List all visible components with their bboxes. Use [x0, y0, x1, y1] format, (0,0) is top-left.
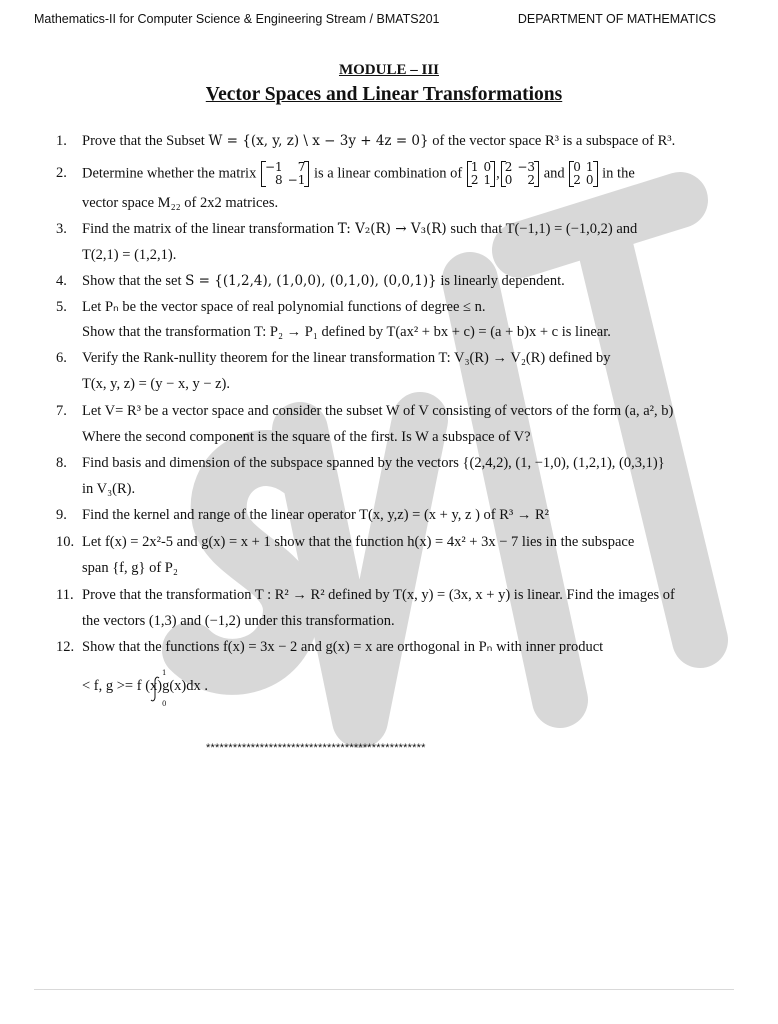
- watermark-letter-s: [190, 458, 300, 667]
- question-6-continued: T(x, y, z) = (y − x, y − z).: [82, 376, 231, 392]
- question-10-continued: span {f, g} of P₂: [82, 560, 178, 576]
- header-department: DEPARTMENT OF MATHEMATICS: [517, 12, 716, 26]
- integral-sign-icon: [146, 668, 166, 708]
- matrix-d: 0 1 2 0: [569, 161, 597, 187]
- question-3: 3. Find the matrix of the linear transformation T: V₂(R) → V₃(R) such that T(−1,1) = (−1,0,2) and: [56, 221, 638, 237]
- integral-lower-limit: 0: [162, 700, 167, 708]
- question-number: 1.: [56, 133, 67, 149]
- end-separator: *************************************************: [206, 742, 426, 754]
- watermark-letter-i: [470, 280, 560, 700]
- question-number: 2.: [56, 165, 67, 182]
- question-1: 1. Prove that the Subset W = {(x, y, z) \ x − 3y + 4z = 0} of the vector space R³ is a subspace of R³.: [56, 133, 676, 149]
- question-8: 8. Find basis and dimension of the subspace spanned by the vectors {(2,4,2), (1, −1,0), (1,2,1), (0,3,1)}: [56, 455, 665, 471]
- question-11-continued: the vectors (1,3) and (−1,2) under this transformation.: [82, 613, 395, 629]
- question-2-continued: vector space M₂₂ of 2x2 matrices.: [82, 195, 279, 211]
- inner-product-formula: < f, g >= f (x)g(x)dx .: [82, 678, 209, 694]
- question-number: 12.: [56, 639, 75, 655]
- question-9: 9. Find the kernel and range of the linear operator T(x, y,z) = (x + y, z ) of R³ → R²: [56, 507, 550, 523]
- question-number: 8.: [56, 455, 67, 471]
- question-number: 3.: [56, 221, 67, 237]
- integral-upper-limit: 1: [162, 669, 167, 677]
- module-heading: MODULE – III: [338, 62, 439, 78]
- question-number: 9.: [56, 507, 67, 523]
- question-number: 4.: [56, 273, 67, 289]
- question-3-continued: T(2,1) = (1,2,1).: [82, 247, 177, 263]
- watermark-letter-t: [520, 200, 700, 640]
- question-7: 7. Let V= R³ be a vector space and consider the subset W of V consisting of vectors of the form (a, a², b): [56, 403, 674, 419]
- question-number: 11.: [56, 587, 74, 603]
- matrix-b: 1 0 2 1: [467, 161, 495, 187]
- question-8-continued: in V₃(R).: [82, 481, 136, 497]
- question-number: 5.: [56, 299, 67, 315]
- question-number: 7.: [56, 403, 67, 419]
- footer-divider: [34, 989, 734, 990]
- question-5: 5. Let Pₙ be the vector space of real polynomial functions of degree ≤ n.: [56, 299, 486, 315]
- question-number: 6.: [56, 350, 67, 366]
- question-number: 10.: [56, 534, 75, 550]
- page-title: Vector Spaces and Linear Transformations: [205, 84, 563, 105]
- question-5-continued: Show that the transformation T: P₂ → P₁ defined by T(ax² + bx + c) = (a + b)x + c is linear.: [82, 324, 611, 340]
- question-4: 4. Show that the set S = {(1,2,4), (1,0,0), (0,1,0), (0,0,1)} is linearly dependent.: [56, 273, 565, 289]
- matrix-a: −1 7 8 −1: [261, 161, 309, 187]
- question-10: 10. Let f(x) = 2x²-5 and g(x) = x + 1 show that the function h(x) = 4x² + 3x − 7 lies in the subspace: [56, 534, 635, 550]
- question-11: 11. Prove that the transformation T : R² → R² defined by T(x, y) = (3x, x + y) is linear. Find the images of: [56, 587, 675, 603]
- question-6: 6. Verify the Rank-nullity theorem for the linear transformation T: V₃(R) → V₂(R) defined by: [56, 350, 611, 366]
- matrix-c: 2 −3 0 2: [501, 161, 539, 187]
- question-2: 2. Determine whether the matrix −1 7 8 −1 is a linear combination of 1 0 2 1 , 2 −3 0 2 and 0 1 2 0 in the: [56, 160, 635, 187]
- question-12: 12. Show that the functions f(x) = 3x − 2 and g(x) = x are orthogonal in Pₙ with inner product: [56, 639, 604, 655]
- header-course-title: Mathematics-II for Computer Science & Engineering Stream / BMATS201: [34, 12, 440, 26]
- question-7-continued: Where the second component is the square of the first. Is W a subspace of V?: [82, 429, 531, 445]
